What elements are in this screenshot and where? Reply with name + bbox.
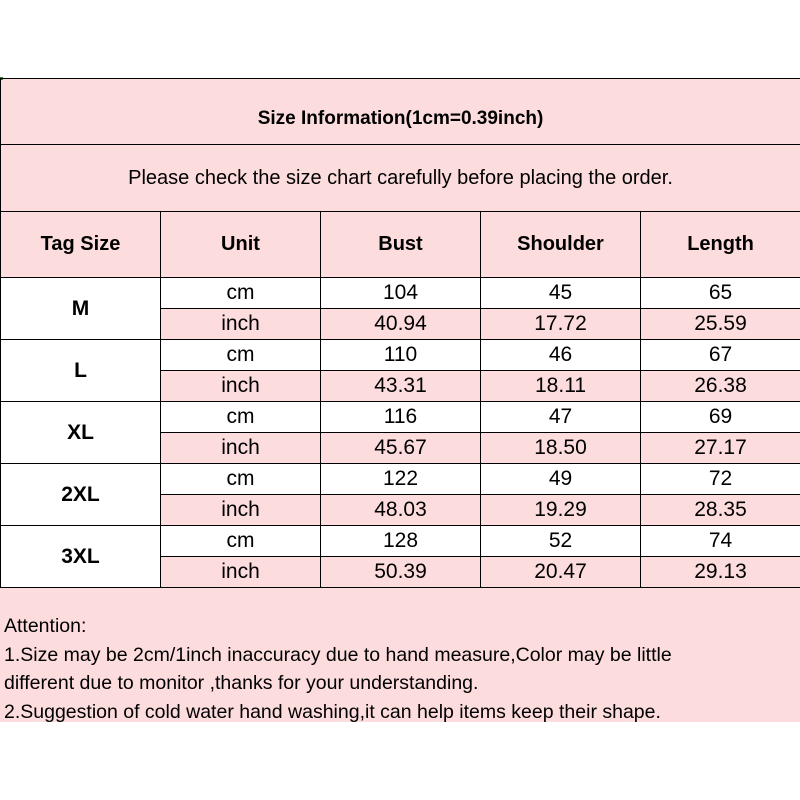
column-header-shoulder: Shoulder <box>481 212 641 278</box>
shoulder-cell: 46 <box>481 340 641 371</box>
table-row <box>1 526 800 557</box>
note-line: 2.Suggestion of cold water hand washing,it can help items keep their shape. <box>4 700 661 723</box>
tag-size-cell: L <box>1 340 161 402</box>
bust-cell: 116 <box>321 402 481 433</box>
bust-cell: 50.39 <box>321 557 481 588</box>
shoulder-cell: 19.29 <box>481 495 641 526</box>
length-cell: 74 <box>641 526 800 557</box>
table-row <box>1 278 800 309</box>
table-subtitle: Please check the size chart carefully before placing the order. <box>1 145 800 212</box>
shoulder-cell: 45 <box>481 278 641 309</box>
length-cell: 65 <box>641 278 800 309</box>
unit-cell: inch <box>161 557 321 588</box>
length-cell: 72 <box>641 464 800 495</box>
unit-cell: inch <box>161 309 321 340</box>
table-row <box>1 402 800 433</box>
unit-cell: cm <box>161 526 321 557</box>
attention-heading: Attention: <box>4 615 87 637</box>
unit-cell: cm <box>161 464 321 495</box>
shoulder-cell: 18.11 <box>481 371 641 402</box>
unit-cell: inch <box>161 495 321 526</box>
unit-cell: cm <box>161 340 321 371</box>
length-cell: 67 <box>641 340 800 371</box>
length-cell: 29.13 <box>641 557 800 588</box>
length-cell: 27.17 <box>641 433 800 464</box>
bust-cell: 122 <box>321 464 481 495</box>
unit-cell: cm <box>161 402 321 433</box>
tag-size-cell: 2XL <box>1 464 161 526</box>
bust-cell: 43.31 <box>321 371 481 402</box>
tag-size-cell: 3XL <box>1 526 161 588</box>
table-row <box>1 340 800 371</box>
unit-cell: cm <box>161 278 321 309</box>
bust-cell: 104 <box>321 278 481 309</box>
bust-cell: 40.94 <box>321 309 481 340</box>
bust-cell: 110 <box>321 340 481 371</box>
length-cell: 28.35 <box>641 495 800 526</box>
column-header-tag-size: Tag Size <box>1 212 161 278</box>
tag-size-cell: XL <box>1 402 161 464</box>
note-line: different due to monitor ,thanks for your understanding. <box>4 672 479 694</box>
column-header-length: Length <box>641 212 800 278</box>
size-table <box>0 78 800 588</box>
tag-size-cell: M <box>1 278 161 340</box>
shoulder-cell: 52 <box>481 526 641 557</box>
length-cell: 26.38 <box>641 371 800 402</box>
shoulder-cell: 20.47 <box>481 557 641 588</box>
length-cell: 69 <box>641 402 800 433</box>
shoulder-cell: 49 <box>481 464 641 495</box>
column-header-unit: Unit <box>161 212 321 278</box>
bust-cell: 48.03 <box>321 495 481 526</box>
bust-cell: 128 <box>321 526 481 557</box>
length-cell: 25.59 <box>641 309 800 340</box>
column-header-bust: Bust <box>321 212 481 278</box>
attention-notes <box>4 612 794 726</box>
table-title: Size Information(1cm=0.39inch) <box>1 79 800 145</box>
shoulder-cell: 47 <box>481 402 641 433</box>
shoulder-cell: 18.50 <box>481 433 641 464</box>
shoulder-cell: 17.72 <box>481 309 641 340</box>
table-row <box>1 464 800 495</box>
note-line: 1.Size may be 2cm/1inch inaccuracy due to hand measure,Color may be little <box>4 643 672 666</box>
unit-cell: inch <box>161 371 321 402</box>
bust-cell: 45.67 <box>321 433 481 464</box>
unit-cell: inch <box>161 433 321 464</box>
